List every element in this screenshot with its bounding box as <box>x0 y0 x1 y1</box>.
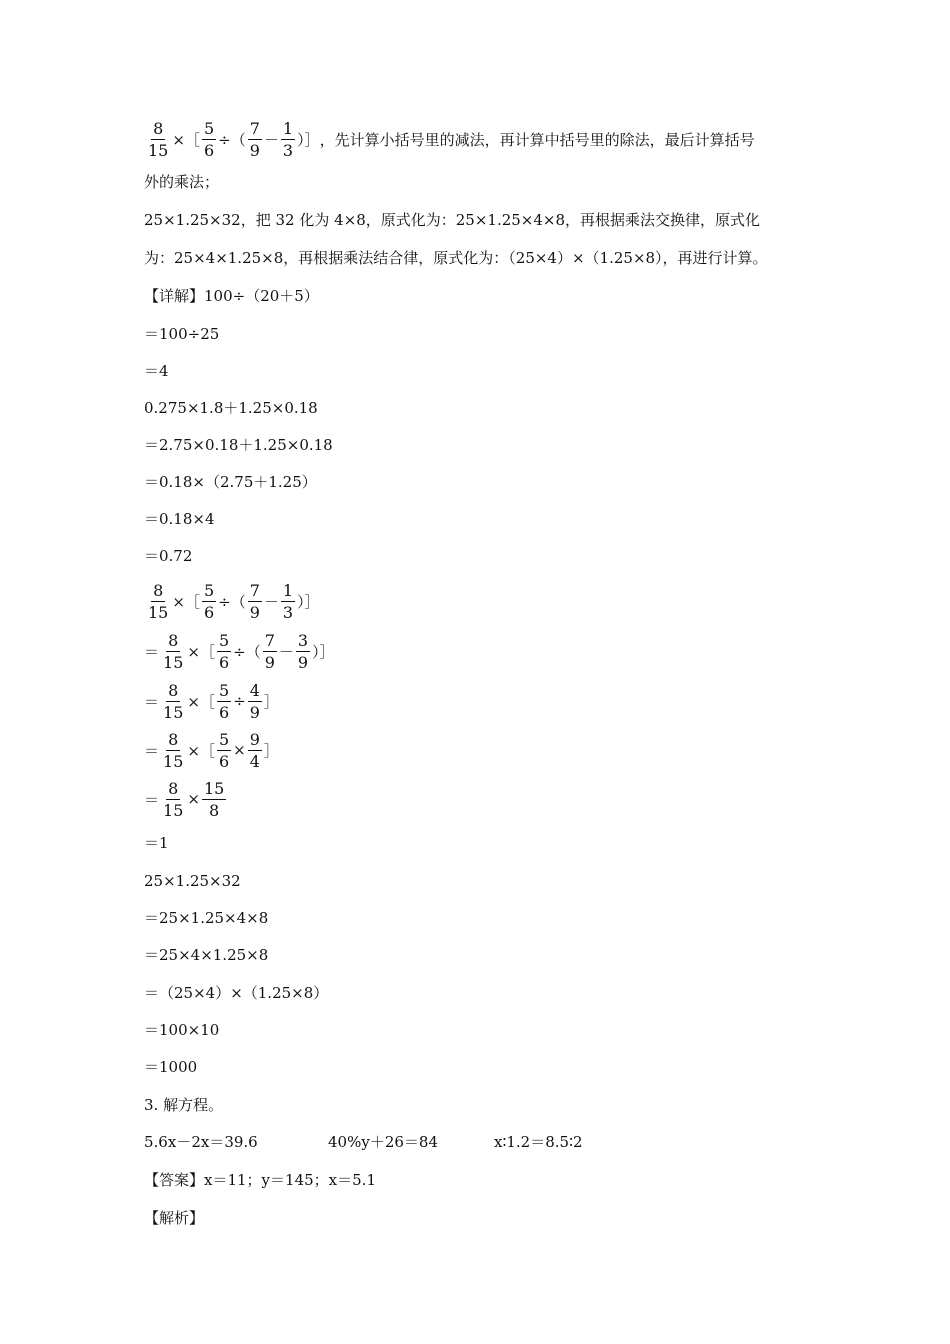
equation-3: x∶1.2＝8.5∶2 <box>494 1133 583 1151</box>
equation-2: 40%y＋26＝84 <box>328 1133 438 1151</box>
fraction-step-4: ＝ $\frac{8}{15}$ ×［ $\frac{5}{6}$ × $\frac{9}{4}$ ］ <box>144 729 279 771</box>
fraction-step-3: ＝ $\frac{8}{15}$ ×［ $\frac{5}{6}$ ÷ $\frac{4}{9}$ ］ <box>144 680 279 722</box>
fraction: $\frac{8}{15}$ <box>148 118 169 160</box>
calc-step: ＝100÷25 <box>144 325 220 343</box>
intro-expression-line: $\frac{8}{15}$ ×［ $\frac{5}{6}$ ÷（ $\frac{7}{9}$ － $\frac{1}{3}$ ）］ ，先计算小括号里的减法，再计算中括号里的除法，最后计算括号 <box>148 118 755 160</box>
detail-line: 【详解】100÷（20＋5） <box>144 287 319 305</box>
calc-step: ＝（25×4）×（1.25×8） <box>144 984 329 1002</box>
answer-text: x＝11；y＝145；x＝5.1 <box>204 1171 376 1189</box>
calc-step: ＝0.18×4 <box>144 510 215 528</box>
analysis-label: 【解析】 <box>144 1209 205 1227</box>
calc-step: ＝0.72 <box>144 547 193 565</box>
calc-step: ＝25×1.25×4×8 <box>144 909 269 927</box>
equation-1: 5.6x－2x＝39.6 <box>144 1133 258 1151</box>
equations-row <box>144 1132 644 1152</box>
intro-text-2: 外的乘法； <box>144 173 220 191</box>
intro-text: ，先计算小括号里的减法，再计算中括号里的除法，最后计算括号 <box>319 130 755 149</box>
answer-line <box>144 1170 376 1190</box>
calc-step: ＝0.18×（2.75＋1.25） <box>144 473 317 491</box>
calc-step: ＝1000 <box>144 1058 198 1076</box>
fraction: $\frac{5}{6}$ <box>203 118 215 160</box>
calc-step: ＝100×10 <box>144 1021 220 1039</box>
fraction-step-2: ＝ $\frac{8}{15}$ ×［ $\frac{5}{6}$ ÷（ $\frac{7}{9}$ － $\frac{3}{9}$ ）］ <box>144 630 335 672</box>
calc-step: 25×1.25×32 <box>144 872 241 890</box>
calc-step: ＝25×4×1.25×8 <box>144 946 269 964</box>
question-title: 3. 解方程。 <box>144 1096 224 1114</box>
fraction-step-1: $\frac{8}{15}$ ×［ $\frac{5}{6}$ ÷（ $\frac{7}{9}$ － $\frac{1}{3}$ ）］ <box>148 580 320 622</box>
answer-label: 【答案】 <box>144 1171 205 1189</box>
calc-step: ＝4 <box>144 362 169 380</box>
fraction: $\frac{7}{9}$ <box>249 118 260 160</box>
calc-step: ＝1 <box>144 834 169 852</box>
fraction-step-5: ＝ $\frac{8}{15}$ × $\frac{15}{8}$ <box>144 778 225 820</box>
intro-text-3: 25×1.25×32，把 32 化为 4×8，原式化为：25×1.25×4×8，再根据乘法交换律，原式化 <box>144 211 761 229</box>
fraction: $\frac{1}{3}$ <box>282 118 294 160</box>
detail-label: 【详解】 <box>144 287 205 305</box>
calc-step: ＝2.75×0.18＋1.25×0.18 <box>144 436 333 454</box>
calc-step: 0.275×1.8＋1.25×0.18 <box>144 399 318 417</box>
intro-text-4: 为：25×4×1.25×8，再根据乘法结合律，原式化为：（25×4）×（1.25×8），再进行计算。 <box>144 249 768 267</box>
